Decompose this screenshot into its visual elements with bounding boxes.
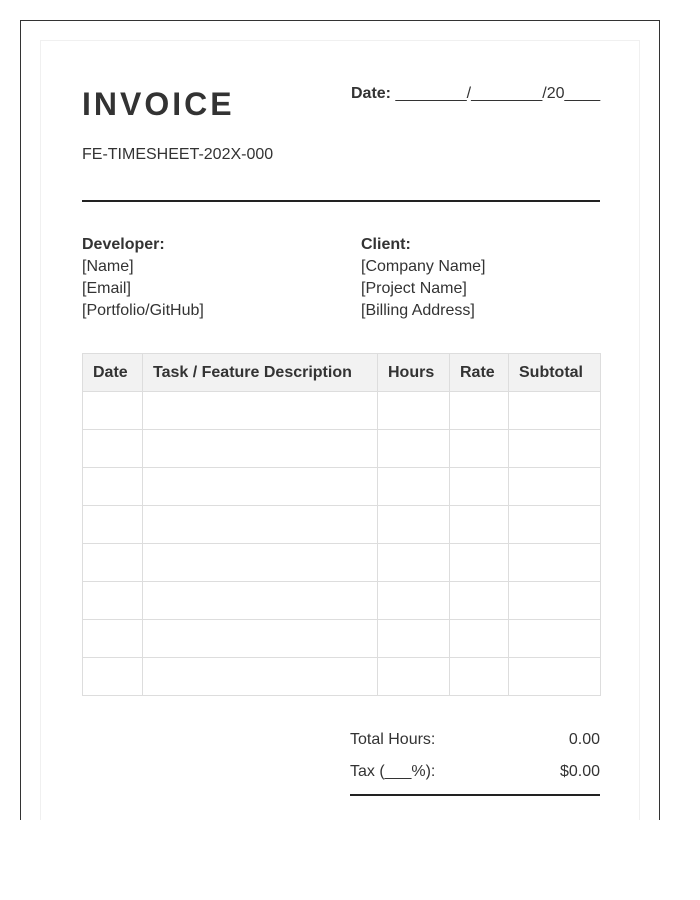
cell-rate[interactable] [450,392,509,430]
column-header-subtotal: Subtotal [509,354,601,392]
cell-subtotal[interactable] [509,544,601,582]
date-blank: ________/________/20____ [395,85,601,102]
cell-rate[interactable] [450,620,509,658]
cell-date[interactable] [83,620,143,658]
cell-hours[interactable] [378,658,450,696]
cell-date[interactable] [83,392,143,430]
client-address: [Billing Address] [361,302,475,319]
client-project: [Project Name] [361,280,467,297]
cell-hours[interactable] [378,430,450,468]
cell-rate[interactable] [450,658,509,696]
table-row [83,544,601,582]
cell-date[interactable] [83,506,143,544]
client-heading: Client: [361,236,411,253]
table-row [83,392,601,430]
total-hours-value: 0.00 [568,731,600,748]
table-row [83,430,601,468]
cell-date[interactable] [83,658,143,696]
cell-subtotal[interactable] [509,468,601,506]
total-hours-label: Total Hours: [350,731,436,748]
cell-subtotal[interactable] [509,392,601,430]
cell-description[interactable] [143,506,378,544]
table-header-row [83,354,601,392]
client-company: [Company Name] [361,258,486,275]
column-header-description: Task / Feature Description [143,354,378,392]
cell-subtotal[interactable] [509,506,601,544]
cell-hours[interactable] [378,620,450,658]
cell-hours[interactable] [378,544,450,582]
cell-hours[interactable] [378,468,450,506]
developer-email: [Email] [82,280,131,297]
cell-date[interactable] [83,582,143,620]
cell-description[interactable] [143,544,378,582]
tax-value: $0.00 [559,763,600,780]
table-row [83,620,601,658]
cell-description[interactable] [143,392,378,430]
client-block [361,234,486,322]
cell-date[interactable] [83,544,143,582]
invoice-number: FE-TIMESHEET-202X-000 [82,146,274,163]
cell-rate[interactable] [450,544,509,582]
cell-hours[interactable] [378,506,450,544]
column-header-hours: Hours [378,354,450,392]
cell-subtotal[interactable] [509,620,601,658]
timesheet-table [82,353,601,696]
cell-subtotal[interactable] [509,582,601,620]
cell-rate[interactable] [450,506,509,544]
cell-description[interactable] [143,468,378,506]
table-row [83,582,601,620]
table-row [83,468,601,506]
cell-hours[interactable] [378,392,450,430]
developer-heading: Developer: [82,236,165,253]
date-label: Date: [351,85,392,102]
totals-divider [350,794,600,796]
column-header-rate: Rate [450,354,509,392]
cell-rate[interactable] [450,582,509,620]
cell-description[interactable] [143,620,378,658]
developer-block [82,234,204,322]
cell-date[interactable] [83,430,143,468]
totals-block [350,728,600,792]
cell-rate[interactable] [450,468,509,506]
developer-portfolio: [Portfolio/GitHub] [82,302,204,319]
cell-description[interactable] [143,430,378,468]
cell-description[interactable] [143,582,378,620]
tax-label: Tax (___%): [350,763,436,780]
cell-hours[interactable] [378,582,450,620]
tax-row [350,760,600,792]
cell-subtotal[interactable] [509,658,601,696]
header-divider [82,200,600,202]
column-header-date: Date [83,354,143,392]
table-row [83,658,601,696]
cell-description[interactable] [143,658,378,696]
developer-name: [Name] [82,258,134,275]
cell-rate[interactable] [450,430,509,468]
invoice-date [351,84,601,104]
cell-date[interactable] [83,468,143,506]
invoice-title: INVOICE [82,86,235,122]
total-hours-row [350,728,600,760]
cell-subtotal[interactable] [509,430,601,468]
table-row [83,506,601,544]
